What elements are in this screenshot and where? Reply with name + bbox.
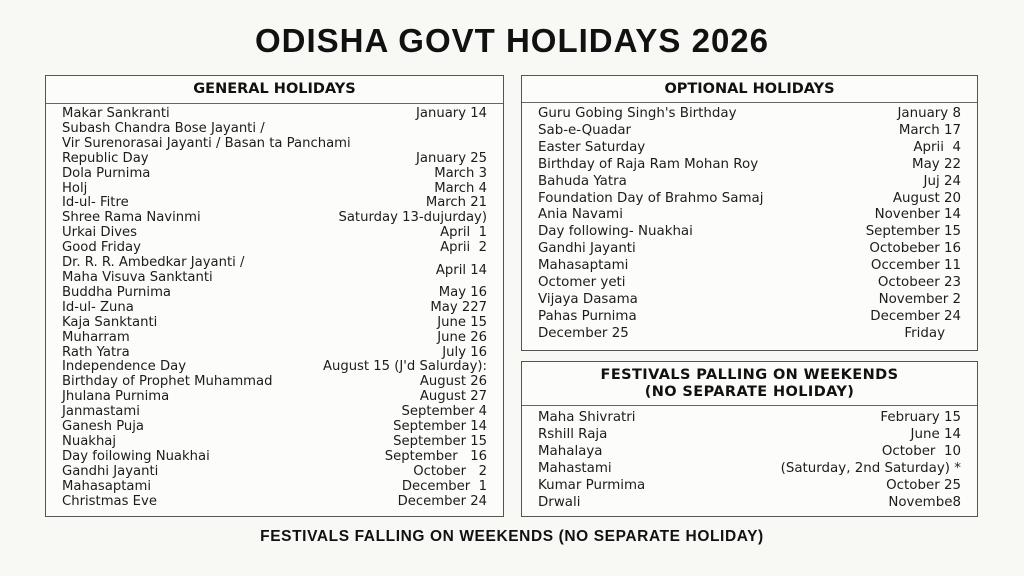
holiday-date: March 21 (425, 195, 487, 211)
list-item (62, 137, 489, 152)
festival-date: (Saturday, 2nd Saturday) * (780, 461, 961, 477)
holiday-date: December 1 (401, 478, 487, 494)
holiday-date: March 4 (434, 180, 487, 196)
festival-name: Mahalaya (538, 444, 603, 460)
holiday-date: May 22 (912, 156, 961, 172)
holiday-name: Muharram (62, 329, 130, 345)
general-holidays-list (46, 104, 503, 509)
holiday-name: Pahas Purnima (538, 308, 637, 324)
holiday-date: December 24 (397, 493, 487, 509)
list-item (538, 191, 963, 208)
holiday-date: May 16 (438, 284, 487, 300)
holiday-name: Ganesh Puja (62, 419, 145, 435)
holiday-date: August 27 (419, 389, 487, 405)
holiday-name: Birthday of Prophet Muhammad (62, 374, 273, 390)
holiday-date: August 15 (J'd Salurday): (322, 359, 487, 375)
list-item (62, 346, 489, 361)
holiday-name: Christmas Eve (62, 493, 157, 509)
list-item (62, 182, 489, 197)
list-item (538, 275, 963, 292)
list-item (538, 106, 963, 123)
list-item (538, 426, 963, 443)
holiday-name: Good Friday (62, 240, 141, 256)
holiday-date: Occember 11 (870, 258, 961, 274)
holiday-name-line2: Maha Visuva Sanktanti (62, 269, 213, 285)
holiday-date: January 25 (416, 150, 487, 166)
festival-date: June 14 (910, 427, 961, 443)
holiday-date: September 15 (865, 224, 961, 240)
holiday-name: Foundation Day of Brahmo Samaj (538, 190, 764, 206)
holiday-name: Bahuda Yatra (538, 173, 627, 189)
list-item (62, 211, 489, 226)
holiday-name: Birthday of Raja Ram Mohan Roy (538, 156, 759, 172)
list-item (538, 123, 963, 140)
list-item (538, 326, 963, 343)
holiday-name: Republic Day (62, 150, 149, 166)
holiday-name: Gandhi Jayanti (62, 463, 159, 479)
holiday-name: Holj (62, 180, 88, 196)
holiday-name: Sab-e-Quadar (538, 122, 632, 138)
optional-holidays-table (521, 75, 978, 351)
festival-name: Maha Shivratri (538, 410, 636, 425)
holiday-date: August 20 (892, 190, 961, 206)
holiday-name: Vijaya Dasama (538, 291, 638, 307)
holiday-name: December 25 (538, 325, 629, 341)
holiday-date: September 14 (393, 419, 487, 435)
list-item (62, 122, 489, 137)
holiday-date: January 14 (416, 106, 487, 121)
holiday-name: Shree Rama Navinmi (62, 210, 201, 226)
list-item (62, 316, 489, 331)
weekend-header-line1: FESTIVALS PALLING ON WEEKENDS (600, 367, 899, 383)
holiday-date: Octobeber 16 (869, 241, 961, 257)
list-item (62, 226, 489, 241)
holiday-date: June 15 (437, 314, 487, 330)
holiday-date: July 16 (442, 344, 487, 360)
list-item (538, 207, 963, 224)
list-item (538, 409, 963, 426)
list-item (62, 495, 489, 510)
list-item (62, 167, 489, 182)
holiday-name: Jhulana Purnima (62, 389, 170, 405)
holiday-name: Ania Navami (538, 207, 623, 223)
holiday-date: Aprii 4 (913, 139, 961, 155)
holiday-name: Kaja Sanktanti (62, 314, 158, 330)
list-item (62, 360, 489, 375)
holiday-date: Juj 24 (923, 173, 961, 189)
list-item (62, 256, 489, 286)
list-item (62, 331, 489, 346)
list-item (62, 480, 489, 495)
holiday-name: Buddha Purnima (62, 284, 171, 300)
weekend-festivals-table (521, 361, 978, 517)
list-item (538, 309, 963, 326)
list-item (62, 107, 489, 122)
holiday-name: Subash Chandra Bose Jayanti / (62, 120, 265, 136)
holiday-name: Dola Purnima (62, 165, 151, 181)
festival-date: October 25 (886, 478, 961, 494)
holiday-date: March 3 (434, 165, 487, 181)
holiday-name: Janmastami (62, 404, 140, 420)
list-item (62, 420, 489, 435)
list-item (538, 494, 963, 511)
list-item (538, 140, 963, 157)
festival-date: February 15 (880, 410, 961, 425)
holiday-date: September 16 (384, 448, 487, 464)
list-item (538, 443, 963, 460)
holiday-name: Gandhi Jayanti (538, 241, 636, 257)
holiday-date: September 4 (401, 404, 487, 420)
footer-note: FESTIVALS FALLING ON WEEKENDS (NO SEPARATE HOLIDAY) (260, 528, 764, 545)
list-item (62, 196, 489, 211)
festival-name: Drwali (538, 495, 581, 511)
holiday-name: Guru Gobing Singh's Birthday (538, 106, 737, 121)
festival-date: Novembe8 (888, 495, 961, 511)
holiday-name: Rath Yatra (62, 344, 130, 360)
holiday-date: Aprii 2 (440, 240, 487, 256)
holiday-name: Day foilowing Nuakhai (62, 448, 210, 464)
holiday-name: Urkai Dives (62, 225, 138, 241)
list-item (62, 241, 489, 256)
holiday-name: Nuakhaj (62, 433, 117, 449)
festival-name: Kumar Purmima (538, 478, 646, 494)
holiday-name: Easter Saturday (538, 139, 646, 155)
list-item (62, 375, 489, 390)
holiday-date: November 2 (878, 291, 961, 307)
list-item (62, 465, 489, 480)
list-item (62, 435, 489, 450)
holiday-date: September 15 (393, 433, 487, 449)
list-item (62, 390, 489, 405)
holiday-name: Dr. R. R. Ambedkar Jayanti / (62, 255, 245, 271)
list-item (62, 450, 489, 465)
holiday-date: Novenber 14 (874, 207, 961, 223)
list-item (538, 241, 963, 258)
holiday-date: Saturday 13-dujurday) (338, 210, 487, 226)
weekend-festivals-header (522, 362, 977, 406)
holiday-name: Mahasaptami (538, 258, 629, 274)
list-item (62, 152, 489, 167)
page-title: ODISHA GOVT HOLIDAYS 2026 (254, 22, 770, 59)
holiday-date: Friday (904, 325, 945, 341)
holiday-name: Mahasaptami (62, 478, 151, 494)
holiday-date: March 17 (898, 122, 961, 138)
holiday-name: Octomer yeti (538, 275, 626, 291)
festival-date: October 10 (881, 444, 961, 460)
holiday-name: Independence Day (62, 359, 187, 375)
list-item (538, 258, 963, 275)
list-item (62, 286, 489, 301)
holiday-date: December 24 (870, 308, 961, 324)
holiday-date: June 26 (437, 329, 487, 345)
general-holidays-table (45, 75, 504, 517)
holiday-date: April 14 (435, 262, 487, 278)
holiday-date: April 1 (440, 225, 487, 241)
optional-holidays-header: OPTIONAL HOLIDAYS (522, 76, 977, 103)
list-item (538, 460, 963, 477)
list-item (538, 224, 963, 241)
weekend-festivals-list (522, 406, 977, 512)
weekend-header-line2: (NO SEPARATE HOLIDAY) (644, 384, 855, 400)
holiday-name: Id-ul- Zuna (62, 299, 134, 315)
list-item (62, 405, 489, 420)
holiday-date: January 8 (897, 106, 961, 121)
holiday-date: May 227 (430, 299, 487, 315)
holiday-name: Vir Surenorasai Jayanti / Basan ta Panchami (62, 135, 351, 151)
holiday-date: August 26 (419, 374, 487, 390)
holiday-date: Octobeer 23 (877, 275, 961, 291)
holiday-date: October 2 (413, 463, 487, 479)
list-item (538, 174, 963, 191)
holiday-name: Id-ul- Fitre (62, 195, 129, 211)
holiday-name: Day following- Nuakhai (538, 224, 693, 240)
general-holidays-header: GENERAL HOLIDAYS (46, 76, 503, 104)
festival-name: Rshill Raja (538, 427, 608, 443)
list-item (538, 292, 963, 309)
list-item (538, 477, 963, 494)
festival-name: Mahastami (538, 461, 612, 477)
list-item (62, 301, 489, 316)
optional-holidays-list (522, 103, 977, 343)
holiday-name: Makar Sankranti (62, 106, 170, 121)
list-item (538, 157, 963, 174)
